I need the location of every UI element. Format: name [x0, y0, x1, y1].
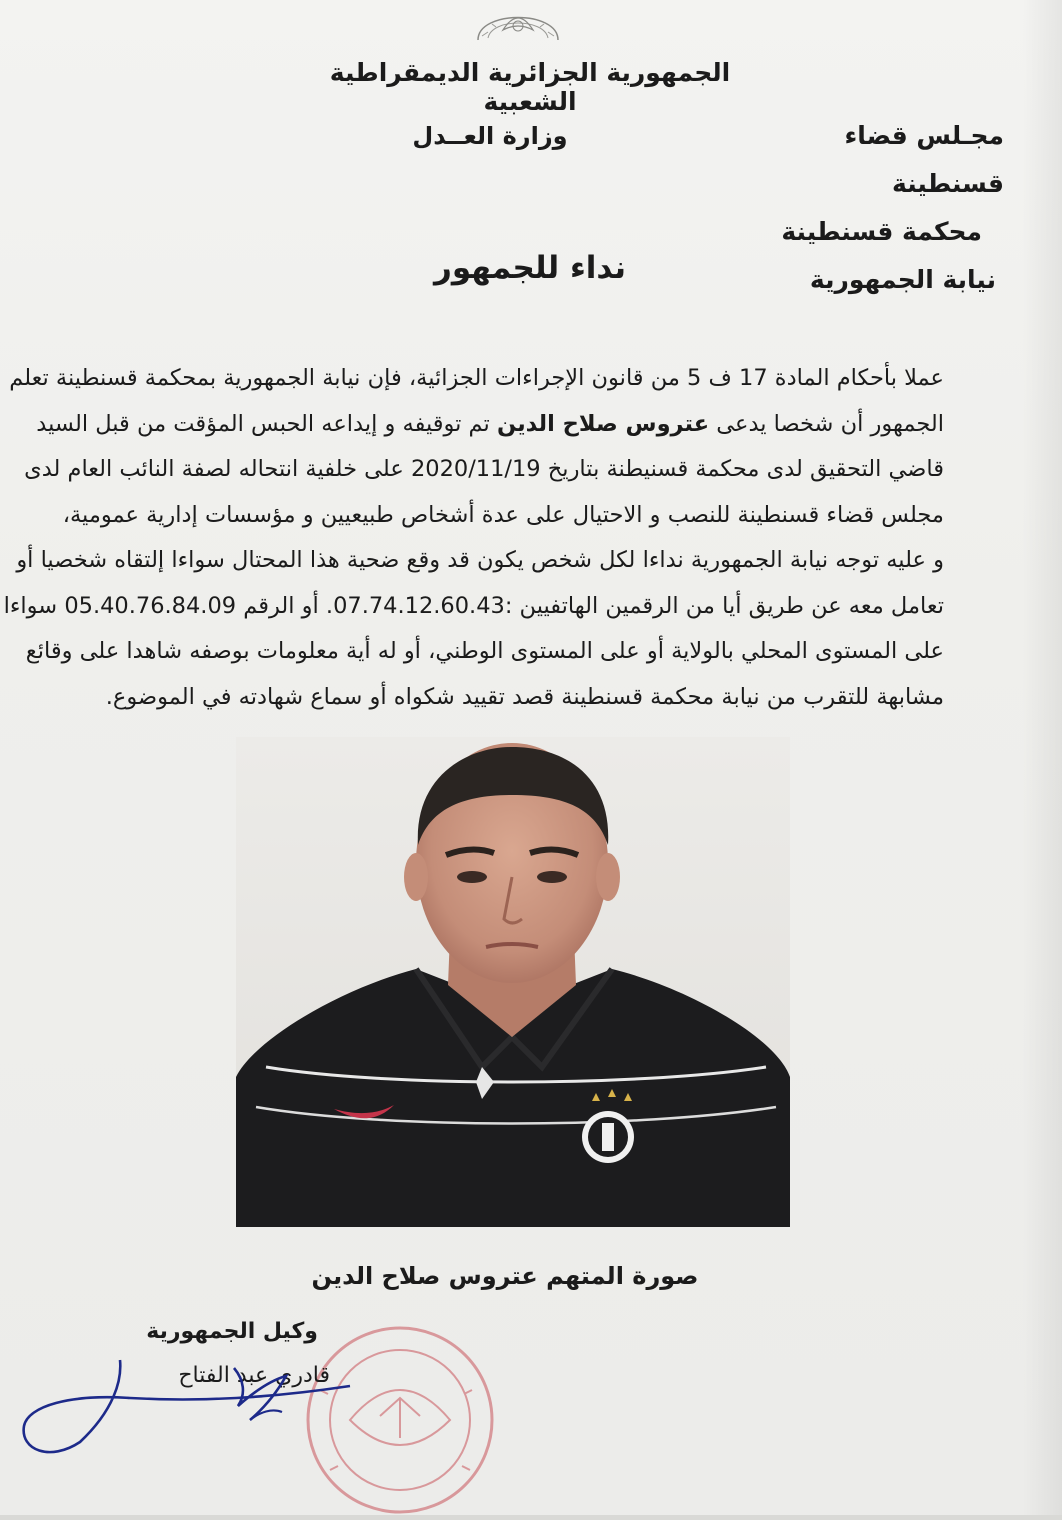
accused-portrait-image — [236, 737, 790, 1227]
handwritten-signature-icon — [10, 1350, 390, 1460]
accused-name: عتروس صلاح الدين — [496, 410, 710, 437]
body-line: على المستوى المحلي بالولاية أو على المستوى الوطني، أو له أية معلومات بوصفه شاهدا على وقائع — [25, 638, 944, 664]
body-line-end: تم توقيفه و إيداعه الحبس المؤقت من قبل السيد — [36, 410, 490, 437]
court-label: محكمة قسنطينة — [781, 217, 982, 246]
court-heading-block — [744, 112, 1004, 304]
ministry-heading: وزارة العــدل — [412, 122, 568, 150]
body-line: قاضي التحقيق لدى محكمة قسنيطنة بتاريخ 2020/11/19 على خلفية انتحاله لصفة النائب العام لدى — [24, 456, 944, 482]
republic-heading: الجمهورية الجزائرية الديمقراطية الشعبية — [329, 58, 731, 116]
document-title: نداء للجمهور — [434, 250, 626, 286]
body-line: و عليه توجه نيابة الجمهورية نداءا لكل شخص يكون قد وقع ضحية هذا المحتال سواءا إلتقاه شخصيا أو — [16, 547, 944, 573]
national-emblem-icon — [458, 0, 578, 44]
accused-photo — [236, 737, 790, 1227]
body-line: عملا بأحكام المادة 17 ف 5 من قانون الإجراءات الجزائية، فإن نيابة الجمهورية بمحكمة قسنطينة تعلم — [9, 365, 944, 391]
body-line: تعامل معه عن طريق أيا من الرقمين الهاتفيين :07.74.12.60.43. أو الرقم 05.40.76.84.09 سواءا — [3, 592, 944, 619]
appeal-body — [3, 356, 944, 720]
photo-caption: صورة المتهم عتروس صلاح الدين — [311, 1262, 699, 1290]
prosecution-label: نيابة الجمهورية — [809, 265, 996, 294]
signatory-name: قادري عبد الفتاح — [178, 1363, 330, 1388]
body-line: مجلس قضاء قسنطينة للنصب و الاحتيال على عدة أشخاص طبيعيين و مؤسسات إدارية عمومية، — [62, 501, 944, 528]
body-line: مشابهة للتقرب من نيابة محكمة قسنطينة قصد تقييد شكواه أو سماع شهادته في الموضوع. — [105, 683, 944, 710]
signatory-title: وكيل الجمهورية — [146, 1319, 318, 1344]
body-line-start: الجمهور أن شخصا يدعى — [716, 410, 944, 437]
body-line — [36, 402, 944, 448]
court-council-label: مجـلس قضاء قسنطينة — [844, 121, 1004, 198]
